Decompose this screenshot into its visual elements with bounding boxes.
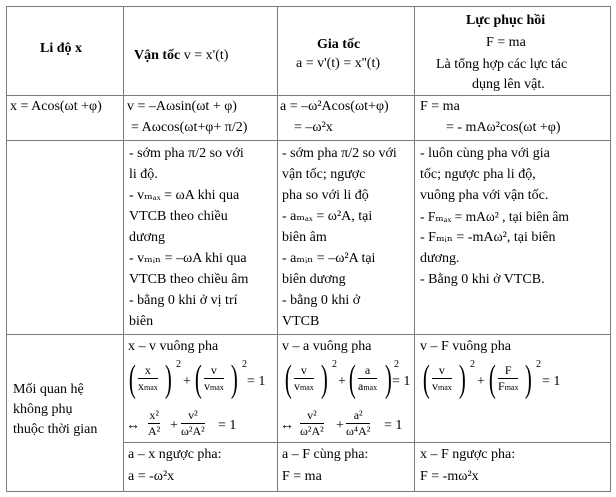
numerator: a [364, 363, 371, 377]
paren-right: ) [230, 358, 238, 400]
relation-label-1: Mối quan hệ [13, 382, 84, 397]
table-rule-4 [123, 442, 611, 443]
numerator: F [504, 363, 512, 377]
denominator: Fmax [498, 379, 519, 393]
xv-equation [126, 356, 276, 406]
numerator: v² [307, 408, 317, 422]
va-title: v – a vuông pha [282, 339, 372, 354]
table-rule-1 [6, 95, 611, 96]
list-item: dương [129, 230, 165, 245]
equivalence-arrow: ↔ [280, 418, 294, 433]
denominator: vmax [432, 379, 452, 393]
list-item: - Bằng 0 khi ở VTCB. [420, 272, 545, 287]
fraction-v2-w2A2 [300, 409, 324, 438]
exponent: 2 [242, 359, 247, 370]
header-van-toc-bold: Vận tốc [134, 48, 181, 63]
denominator: ω⁴A² [346, 424, 371, 438]
paren-right: ) [320, 358, 328, 400]
paren-left: ( [284, 358, 292, 400]
fraction-x2-A2 [148, 409, 160, 438]
list-item: VTCB [282, 314, 320, 329]
list-item: - bằng 0 khi ở vị trí [129, 293, 238, 308]
denominator: amax [358, 379, 378, 393]
plus-sign: + [338, 374, 346, 389]
list-item: li độ. [129, 167, 158, 182]
list-item: biên âm [282, 230, 327, 245]
xF-equation: F = -mω²x [420, 469, 479, 484]
list-item: VTCB theo chiều [129, 209, 228, 224]
header-luc-phuc-hoi: Lực phục hồi [466, 13, 546, 28]
table-border-right [610, 6, 611, 492]
list-item: - Fₘᵢₙ = -mAω², tại biên [420, 230, 556, 245]
header-li-do: Li độ x [40, 41, 83, 56]
exponent: 2 [332, 359, 337, 370]
denominator: ω²A² [300, 424, 324, 438]
list-item: - aₘₐₓ = ω²A, tại [282, 209, 373, 224]
list-item: - vₘᵢₙ = –ωA khi qua [129, 251, 247, 266]
denominator: vmax [294, 379, 314, 393]
equals-one: = 1 [384, 418, 403, 433]
fraction-v-vmax [204, 364, 224, 394]
luc-formula-2: = - mAω²cos(ωt +φ) [446, 120, 561, 135]
table-border-bottom [6, 491, 611, 492]
va-equation-alt [280, 408, 414, 442]
list-item: - aₘᵢₙ = –ω²A tại [282, 251, 376, 266]
paren-left: ( [128, 358, 136, 400]
plus-sign: + [170, 418, 178, 433]
numerator: v [438, 363, 445, 377]
header-gia-toc: Gia tốc [317, 37, 361, 52]
table-border-top [6, 6, 611, 7]
vf-title: v – F vuông pha [420, 339, 511, 354]
equals-one: = 1 [247, 374, 266, 389]
exponent: 2 [176, 359, 181, 370]
relation-label-2: không phụ [13, 402, 73, 417]
equals-one: = 1 [392, 374, 411, 389]
li-do-formula: x = Acos(ωt +φ) [10, 99, 102, 114]
header-gia-toc-formula: a = v'(t) = x''(t) [296, 56, 380, 71]
list-item: vận tốc; ngược [282, 167, 366, 182]
list-item: - vₘₐₓ = ωA khi qua [129, 188, 240, 203]
fraction-v2-w2A2 [181, 409, 205, 438]
table-col-rule-3 [414, 6, 415, 492]
fraction-a2-w4A2 [346, 409, 370, 438]
paren-right: ) [384, 358, 392, 400]
list-item: - sớm pha π/2 so với [129, 146, 244, 161]
paren-right: ) [458, 358, 466, 400]
table-col-rule-1 [123, 6, 124, 492]
equivalence-arrow: ↔ [126, 418, 140, 433]
equals-one: = 1 [542, 374, 561, 389]
table-rule-2 [6, 140, 611, 141]
gia-toc-formula-2: = –ω²x [294, 120, 333, 135]
exponent: 2 [394, 359, 399, 370]
list-item: VTCB theo chiều âm [129, 272, 249, 287]
header-tong-hop: Là tổng hợp các lực tác [436, 57, 568, 72]
numerator: a² [353, 408, 363, 422]
list-item: - sớm pha π/2 so với [282, 146, 397, 161]
denominator: xmax [138, 379, 158, 393]
plus-sign: + [336, 418, 344, 433]
xF-title: x – F ngược pha: [420, 447, 516, 462]
denominator: A² [148, 424, 161, 438]
header-dung-len-vat: dụng lên vật. [472, 77, 545, 92]
header-van-toc-formula: v = x'(t) [180, 48, 229, 63]
numerator: v² [188, 408, 198, 422]
list-item: biên [129, 314, 154, 329]
fraction-v-vmax [294, 364, 314, 394]
paren-left: ( [348, 358, 356, 400]
list-item: tốc; ngược pha li độ, [420, 167, 536, 182]
va-equation [282, 356, 412, 406]
exponent: 2 [536, 359, 541, 370]
table-col-rule-2 [277, 6, 278, 492]
paren-left: ( [422, 358, 430, 400]
list-item: - Fₘₐₓ = mAω² , tại biên âm [420, 209, 569, 224]
aF-equation: F = ma [282, 469, 322, 484]
ax-title: a – x ngược pha: [128, 447, 222, 462]
relation-label-3: thuộc thời gian [13, 422, 98, 437]
vf-equation [420, 356, 570, 406]
ax-equation: a = -ω²x [128, 469, 175, 484]
table-border-left [6, 6, 7, 492]
paren-right: ) [524, 358, 532, 400]
paren-right: ) [164, 358, 172, 400]
luc-formula-1: F = ma [420, 99, 460, 114]
paren-left: ( [194, 358, 202, 400]
van-toc-formula-2: = Aωcos(ωt+φ+ π/2) [131, 120, 248, 135]
exponent: 2 [470, 359, 475, 370]
numerator: v [300, 363, 307, 377]
list-item: biên dương [282, 272, 346, 287]
numerator: x² [149, 408, 159, 422]
list-item: - bằng 0 khi ở [282, 293, 361, 308]
equals-one: = 1 [218, 418, 237, 433]
plus-sign: + [477, 374, 485, 389]
header-f-ma: F = ma [486, 35, 526, 50]
paren-left: ( [488, 358, 496, 400]
header-van-toc [134, 47, 228, 65]
fraction-v-vmax [432, 364, 452, 394]
fraction-F-Fmax [498, 364, 518, 394]
aF-title: a – F cùng pha: [282, 447, 369, 462]
list-item: pha so với li độ [282, 188, 369, 203]
numerator: v [210, 363, 217, 377]
xv-equation-alt [126, 408, 276, 442]
van-toc-formula-1: v = –Aωsin(ωt + φ) [127, 99, 237, 114]
fraction-a-amax [358, 364, 377, 394]
list-item: vuông pha với vận tốc. [420, 188, 549, 203]
list-item: dương. [420, 251, 460, 266]
numerator: x [144, 363, 151, 377]
table-rule-3 [6, 334, 611, 335]
xv-title: x – v vuông pha [128, 339, 219, 354]
fraction-x-xmax [138, 364, 158, 394]
list-item: - luôn cùng pha với gia [420, 146, 550, 161]
gia-toc-formula-1: a = –ω²Acos(ωt+φ) [280, 99, 389, 114]
denominator: ω²A² [181, 424, 205, 438]
plus-sign: + [183, 374, 191, 389]
denominator: vmax [204, 379, 224, 393]
